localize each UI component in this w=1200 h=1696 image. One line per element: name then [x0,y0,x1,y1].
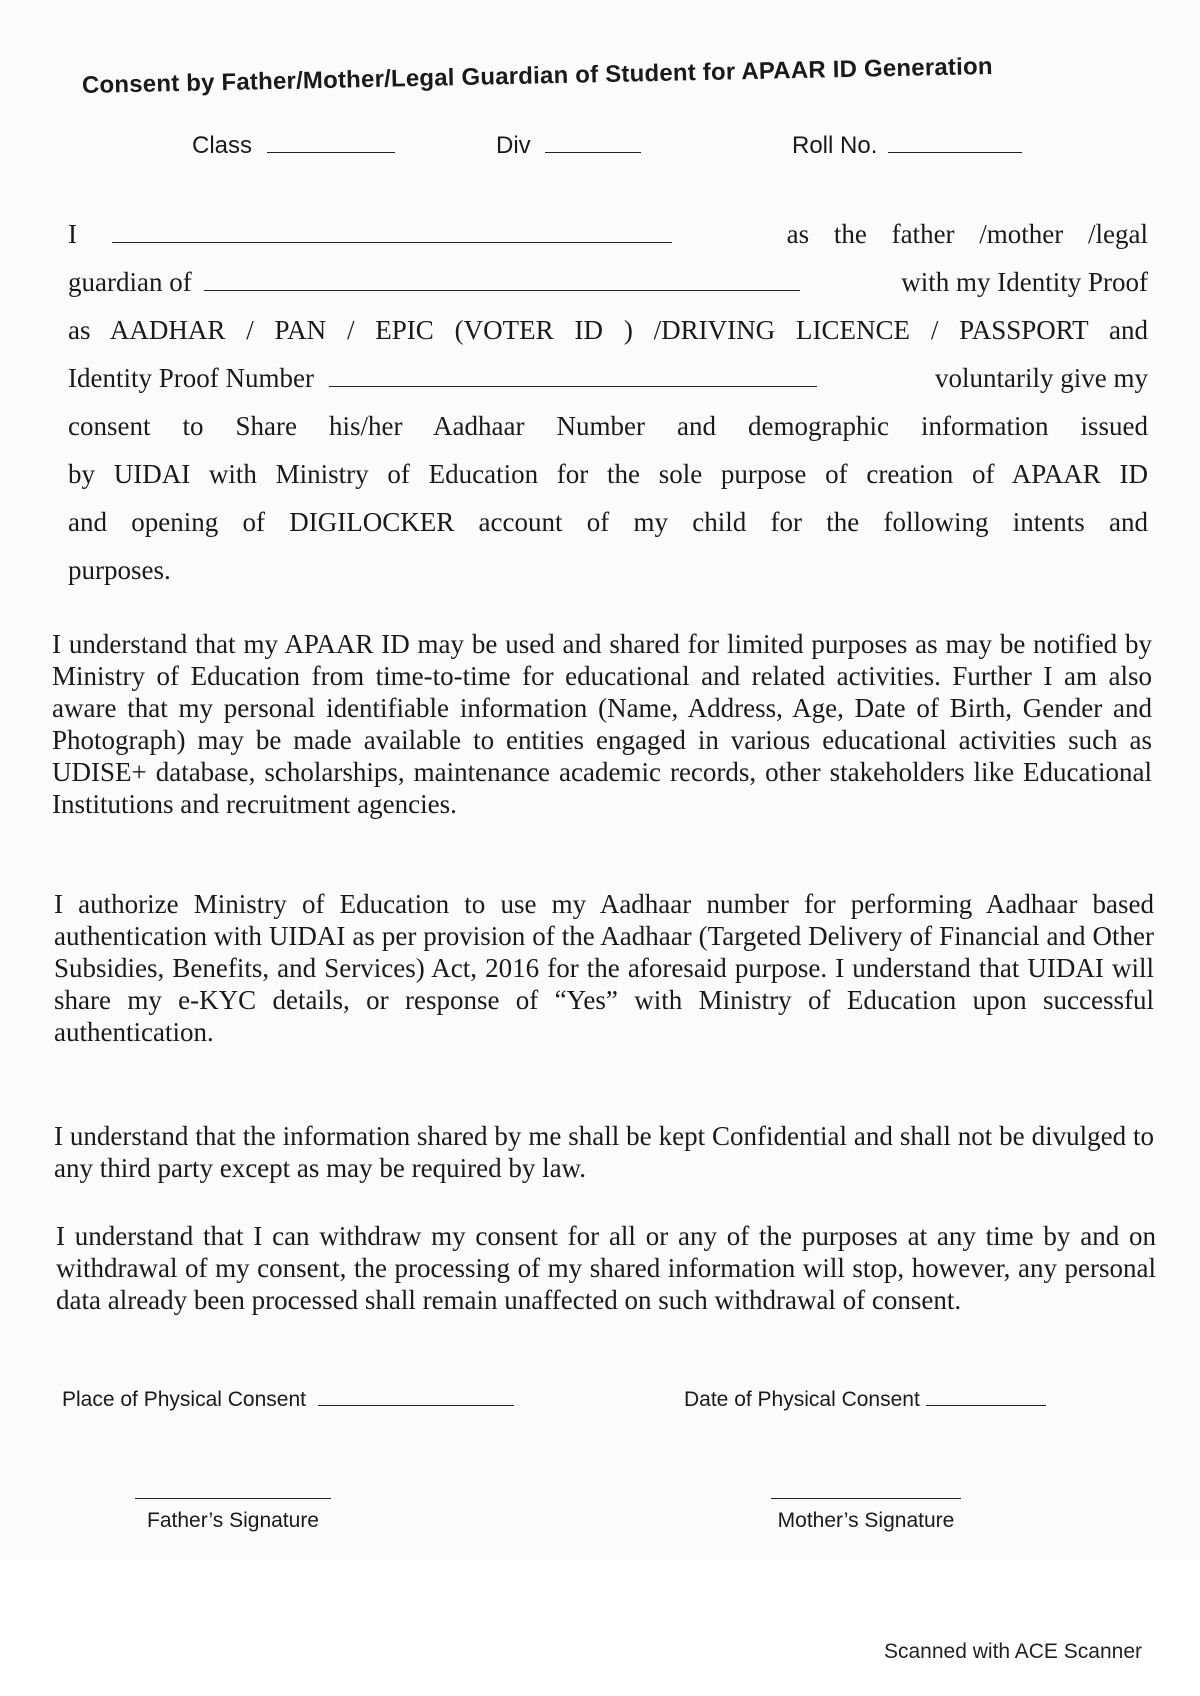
father-signature-label: Father’s Signature [147,1509,319,1532]
consent-line-3: as AADHAR / PAN / EPIC (VOTER ID ) /DRIVING LICENCE / PASSPORT and [68,315,1148,345]
consent-as-the: as the father /mother /legal [786,219,1148,249]
roll-blank[interactable] [888,130,1022,153]
consent-line-6: by UIDAI with Ministry of Education for the sole purpose of creation of APAAR ID [68,459,1148,489]
consent-guardian-of: guardian of [68,267,192,297]
place-blank[interactable] [318,1389,514,1406]
mother-signature-label: Mother’s Signature [777,1509,955,1532]
consent-line-8: purposes. [68,555,171,585]
paragraph-apaar-usage: I understand that my APAAR ID may be used and shared for limited purposes as may be notified by Ministry of Education from time-to-time for educational and related activities. Further I am also aware that my personal identifiable information (Name, Address, Age, Date of Birth, Gender and Photograph) may be made available to entities engaged in various educational activities such as UDISE+ database, scholarships, maintenance academic records, other stakeholders like Educational Institutions and recruitment agencies. [52,629,1152,819]
consent-i: I [68,219,77,249]
consent-line-4 [68,354,1148,402]
ward-name-blank[interactable] [204,264,800,291]
form-title: Consent by Father/Mother/Legal Guardian of Student for APAAR ID Generation [81,52,993,99]
consent-line-1 [68,210,1148,258]
consent-paragraph [68,210,1148,594]
date-blank[interactable] [926,1389,1046,1406]
father-signature-block [128,1498,338,1533]
name-blank[interactable] [112,216,672,243]
paragraph-withdrawal: I understand that I can withdraw my consent for all or any of the purposes at any time by and on withdrawal of my consent, the processing of my shared information will stop, however, any personal data already been processed shall remain unaffected on such withdrawal of consent. [56,1221,1156,1315]
class-div-roll-row [192,130,1092,170]
class-blank[interactable] [267,130,395,153]
paragraph-authorization: I authorize Ministry of Education to use my Aadhaar number for performing Aadhaar based authentication with UIDAI as per provision of the Aadhaar (Targeted Delivery of Financial and Other Subsidies, Benefits, and Services) Act, 2016 for the aforesaid purpose. I understand that UIDAI will share my e-KYC details, or response of “Yes” with Ministry of Education upon successful authentication. [54,889,1154,1047]
roll-field [792,130,1022,160]
div-label: Div [496,132,531,159]
div-field [496,130,641,160]
div-blank[interactable] [545,130,641,153]
scanner-watermark: Scanned with ACE Scanner [884,1640,1142,1663]
place-label: Place of Physical Consent [62,1388,306,1411]
consent-line-5: consent to Share his/her Aadhaar Number and demographic information issued [68,411,1148,441]
consent-id-number: Identity Proof Number [68,363,314,393]
mother-signature-line[interactable] [771,1498,961,1499]
consent-identity-proof: with my Identity Proof [901,267,1148,297]
class-field [192,130,395,160]
place-of-consent [62,1388,514,1412]
date-of-consent [684,1388,1046,1412]
paragraph-confidentiality: I understand that the information shared by me shall be kept Confidential and shall not be divulged to any third party except as may be required by law. [54,1121,1154,1183]
consent-line-7: and opening of DIGILOCKER account of my child for the following intents and [68,507,1148,537]
date-label: Date of Physical Consent [684,1388,920,1411]
mother-signature-block [760,1498,972,1533]
id-number-blank[interactable] [329,360,817,387]
consent-voluntarily: voluntarily give my [935,363,1148,393]
roll-label: Roll No. [792,132,878,159]
consent-line-2 [68,258,1148,306]
father-signature-line[interactable] [135,1498,331,1499]
class-label: Class [192,132,253,159]
